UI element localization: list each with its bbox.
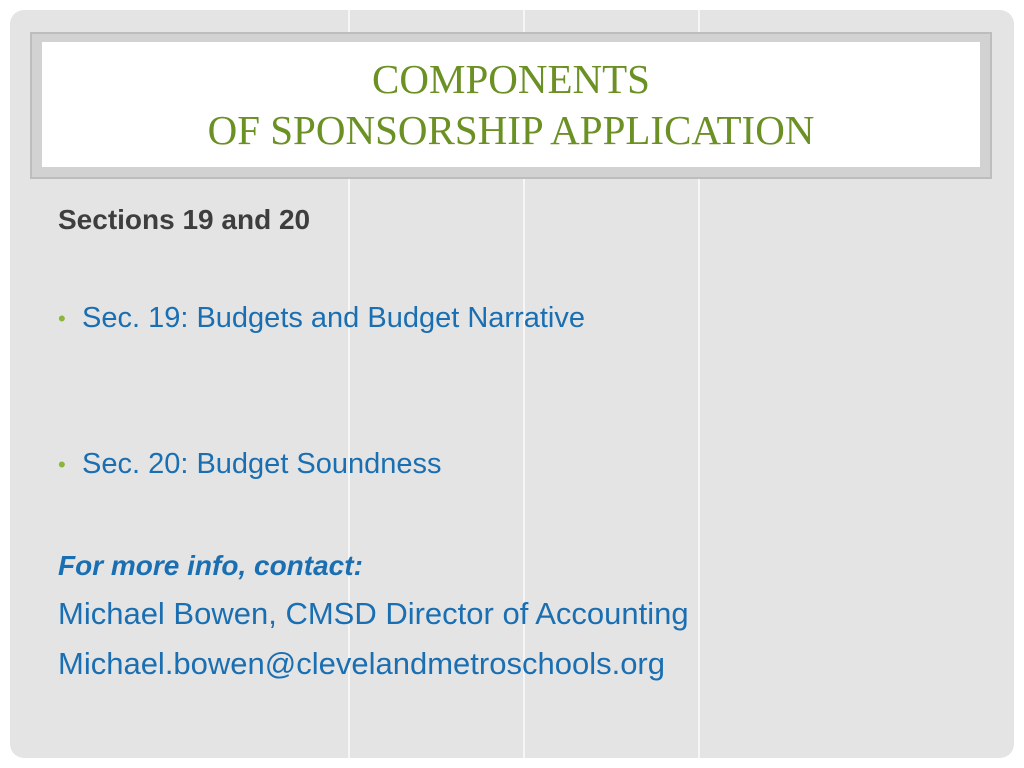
contact-label: For more info, contact: [58,550,363,581]
bullet-text: Sec. 19: Budgets and Budget Narrative [82,302,585,334]
bullet-item [58,448,442,481]
bullet-item [58,302,585,335]
contact-email[interactable]: Michael.bowen@clevelandmetroschools.org [58,646,665,681]
contact-name-title: Michael Bowen, CMSD Director of Accounting [58,596,689,631]
title-line-1: COMPONENTS [372,55,650,102]
bullet-dot-icon: • [58,451,66,477]
title-frame [30,32,992,179]
bullet-text: Sec. 20: Budget Soundness [82,448,442,480]
section-heading: Sections 19 and 20 [58,204,311,235]
title-box [42,42,980,167]
slide [10,10,1014,758]
title-line-2: OF SPONSORSHIP APPLICATION [207,106,815,153]
bullet-dot-icon: • [58,305,66,331]
